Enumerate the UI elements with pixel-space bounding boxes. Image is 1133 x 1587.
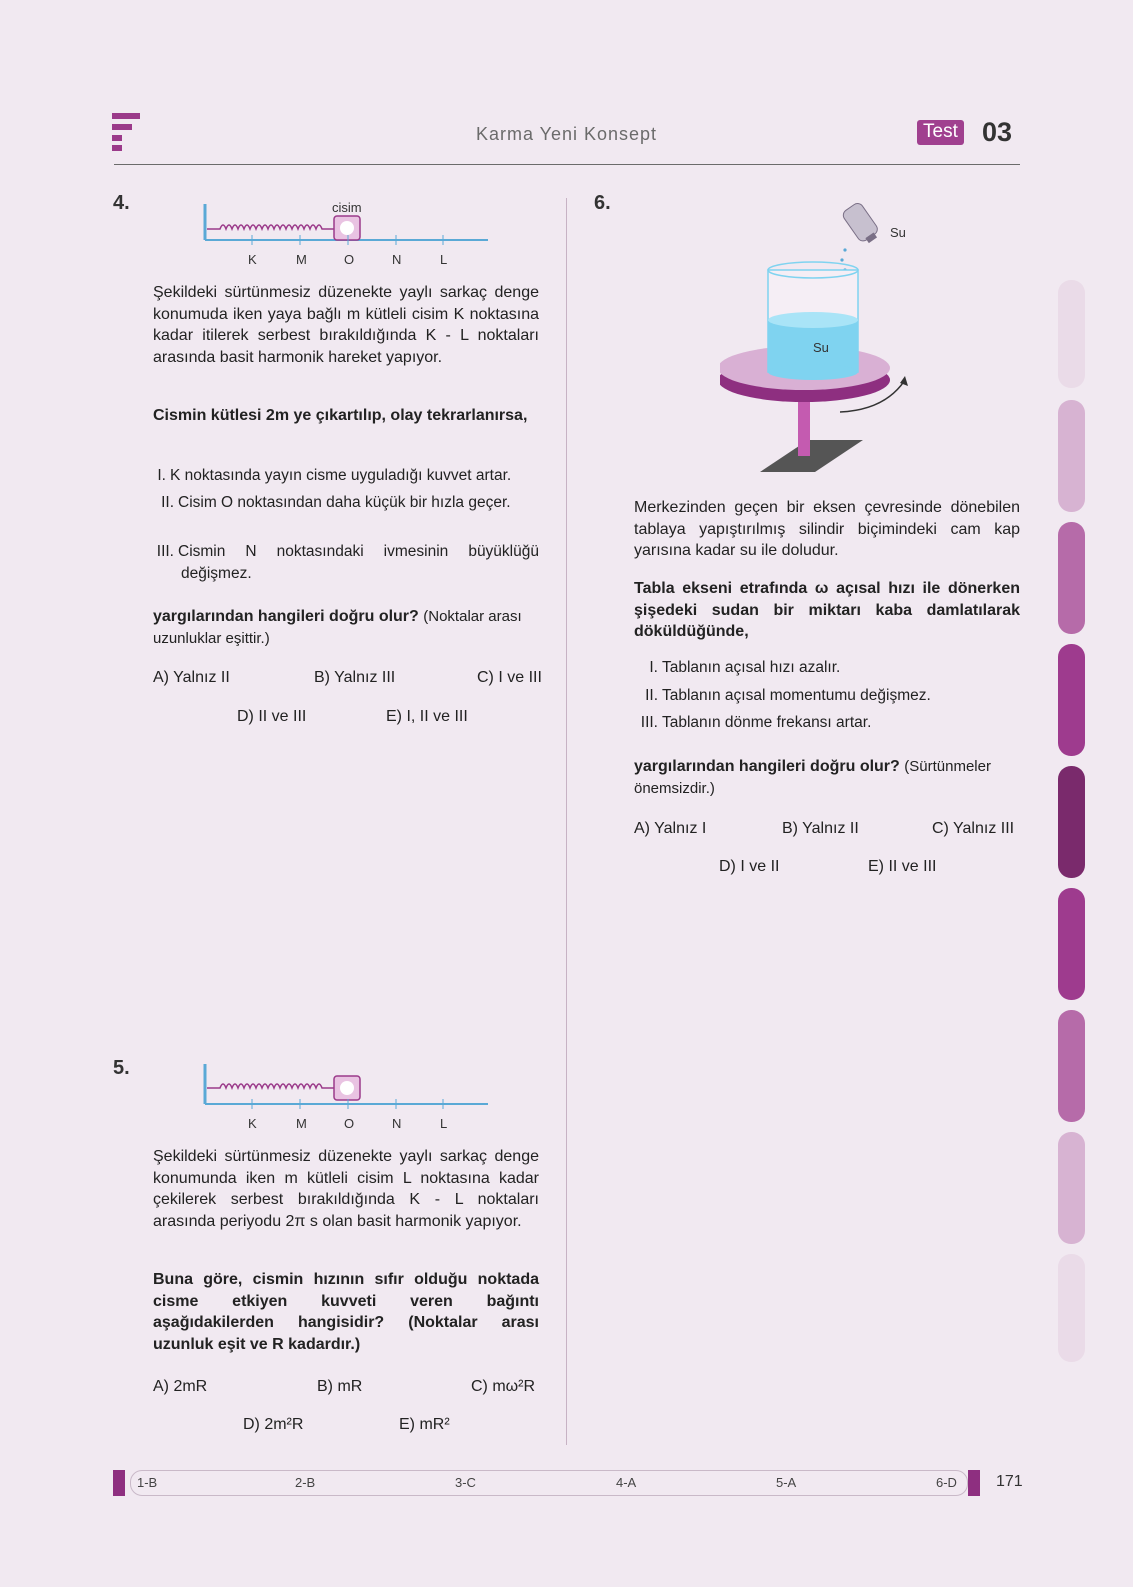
q6-item-2 (640, 685, 1020, 707)
point-label-m: M (296, 252, 307, 267)
question-5-text: Şekildeki sürtünmesiz düzenekte yaylı sarkaç denge konumunda iken m kütleli cisim L noktasına kadar çekilerek serbest bırakıldığında K - L noktaları arasında periyodu 2π s olan basit harmonik yapıyor. (153, 1148, 539, 1230)
q6-item-1-text: Tablanın açısal hızı azalır. (662, 659, 841, 676)
q4-item-2 (148, 492, 539, 514)
question-6-prompt (634, 756, 1020, 799)
edge-tab-5 (1058, 766, 1085, 878)
question-4-prompt (153, 606, 539, 649)
question-4-number: 4. (113, 192, 130, 214)
q4-item-1-num: I. (157, 467, 166, 484)
edge-tab-6 (1058, 888, 1085, 1000)
test-number: 03 (982, 117, 1013, 147)
q6-item-2-text: Tablanın açısal momentumu değişmez. (662, 687, 931, 704)
q6-item-3-num: III. (640, 714, 658, 731)
q4-item-2-text: Cisim O noktasından daha küçük bir hızla geçer. (178, 494, 511, 511)
q6-item-1 (640, 657, 1020, 679)
test-badge: Test (917, 120, 964, 145)
column-divider (566, 198, 567, 1445)
point-label-o: O (344, 252, 355, 267)
answer-5: 5-A (776, 1475, 797, 1490)
point-label-n: N (392, 1116, 402, 1131)
q4-prompt-bold: yargılarından hangileri doğru olur? (153, 608, 419, 625)
q6-item-2-num: II. (645, 687, 658, 704)
q4-item-1 (148, 465, 539, 487)
q4-item-3-num: III. (156, 543, 174, 560)
q5-option-e[interactable]: E) mR² (399, 1416, 450, 1433)
q6-prompt-bold: yargılarından hangileri doğru olur? (634, 758, 900, 775)
q6-option-c[interactable]: C) Yalnız III (932, 820, 1015, 837)
answer-6: 6-D (936, 1475, 957, 1490)
q4-option-a[interactable]: A) Yalnız II (153, 669, 230, 686)
question-4-stem: Cismin kütlesi 2m ye çıkartılıp, olay tekrarlanırsa, (153, 407, 528, 424)
q4-item-3-text: Cismin N noktasındaki ivmesinin büyüklüğü değişmez. (178, 543, 539, 582)
q6-option-d[interactable]: D) I ve II (719, 858, 780, 875)
footer-right-marker (968, 1470, 980, 1496)
footer-left-marker (113, 1470, 125, 1496)
q4-option-b[interactable]: B) Yalnız III (314, 669, 396, 686)
q4-option-d[interactable]: D) II ve III (237, 708, 307, 725)
mass-label: cisim (332, 200, 362, 215)
question-6-number: 6. (594, 192, 611, 214)
q4-item-3 (148, 541, 539, 584)
question-4-text: Şekildeki sürtünmesiz düzenekte yaylı sarkaç denge konumuda iken yaya bağlı m kütleli cisim K noktasına kadar itilerek serbest bırakıldığında K - L noktaları arasında basit harmonik hareket yapıyor. (153, 284, 539, 366)
edge-tab-9 (1058, 1254, 1085, 1362)
edge-tab-8 (1058, 1132, 1085, 1244)
edge-tab-3 (1058, 522, 1085, 634)
question-6-stem: Tabla ekseni etrafında ω açısal hızı ile dönerken şişedeki sudan bir miktarı kaba damlatılarak döküldüğünde, (634, 580, 1020, 640)
q5-option-c[interactable]: C) mω²R (471, 1378, 536, 1395)
header-divider (114, 164, 1020, 165)
question-5-number: 5. (113, 1057, 130, 1079)
water-label: Su (813, 340, 829, 355)
answer-2: 2-B (295, 1475, 316, 1490)
q6-option-a[interactable]: A) Yalnız I (634, 820, 707, 837)
point-label-o: O (344, 1116, 355, 1131)
point-label-l: L (440, 1116, 448, 1131)
q4-prompt-note: (Noktalar arası uzunluklar eşittir.) (153, 608, 522, 647)
answer-4: 4-A (616, 1475, 637, 1490)
q5-option-b[interactable]: B) mR (317, 1378, 363, 1395)
edge-tab-4 (1058, 644, 1085, 756)
q6-item-3 (640, 712, 1020, 734)
point-label-l: L (440, 252, 448, 267)
q4-option-e[interactable]: E) I, II ve III (386, 708, 468, 725)
answer-key-bar (130, 1470, 968, 1496)
q6-option-b[interactable]: B) Yalnız II (782, 820, 859, 837)
q4-item-2-num: II. (161, 494, 174, 511)
q6-prompt-note: (Sürtünmeler önemsizdir.) (634, 758, 991, 797)
point-label-k: K (248, 1116, 257, 1131)
answer-3: 3-C (455, 1475, 476, 1490)
q6-option-e[interactable]: E) II ve III (868, 858, 937, 875)
q6-item-3-text: Tablanın dönme frekansı artar. (662, 714, 872, 731)
point-label-k: K (248, 252, 257, 267)
q4-option-c[interactable]: C) I ve III (477, 669, 542, 686)
q5-option-d[interactable]: D) 2m²R (243, 1416, 304, 1433)
edge-tab-7 (1058, 1010, 1085, 1122)
point-label-n: N (392, 252, 402, 267)
header-title: Karma Yeni Konsept (475, 124, 658, 144)
page-number: 171 (996, 1473, 1023, 1490)
edge-tab-2 (1058, 400, 1085, 512)
bottle-label: Su (890, 225, 906, 240)
question-6-text: Merkezinden geçen bir eksen çevresinde dönebilen tablaya yapıştırılmış silindir biçimindeki cam kap yarısına kadar su ile doludur. (634, 499, 1020, 559)
q5-option-a[interactable]: A) 2mR (153, 1378, 208, 1395)
point-label-m: M (296, 1116, 307, 1131)
answer-1: 1-B (137, 1475, 158, 1490)
edge-tab-1 (1058, 280, 1085, 388)
question-5-stem: Buna göre, cismin hızının sıfır olduğu noktada cisme etkiyen kuvveti veren bağıntı aşağıdakilerden hangisidir? (Noktalar arası uzunluk eşit ve R kadardır.) (153, 1271, 539, 1353)
q6-item-1-num: I. (649, 659, 658, 676)
q4-item-1-text: K noktasında yayın cisme uyguladığı kuvvet artar. (170, 467, 512, 484)
